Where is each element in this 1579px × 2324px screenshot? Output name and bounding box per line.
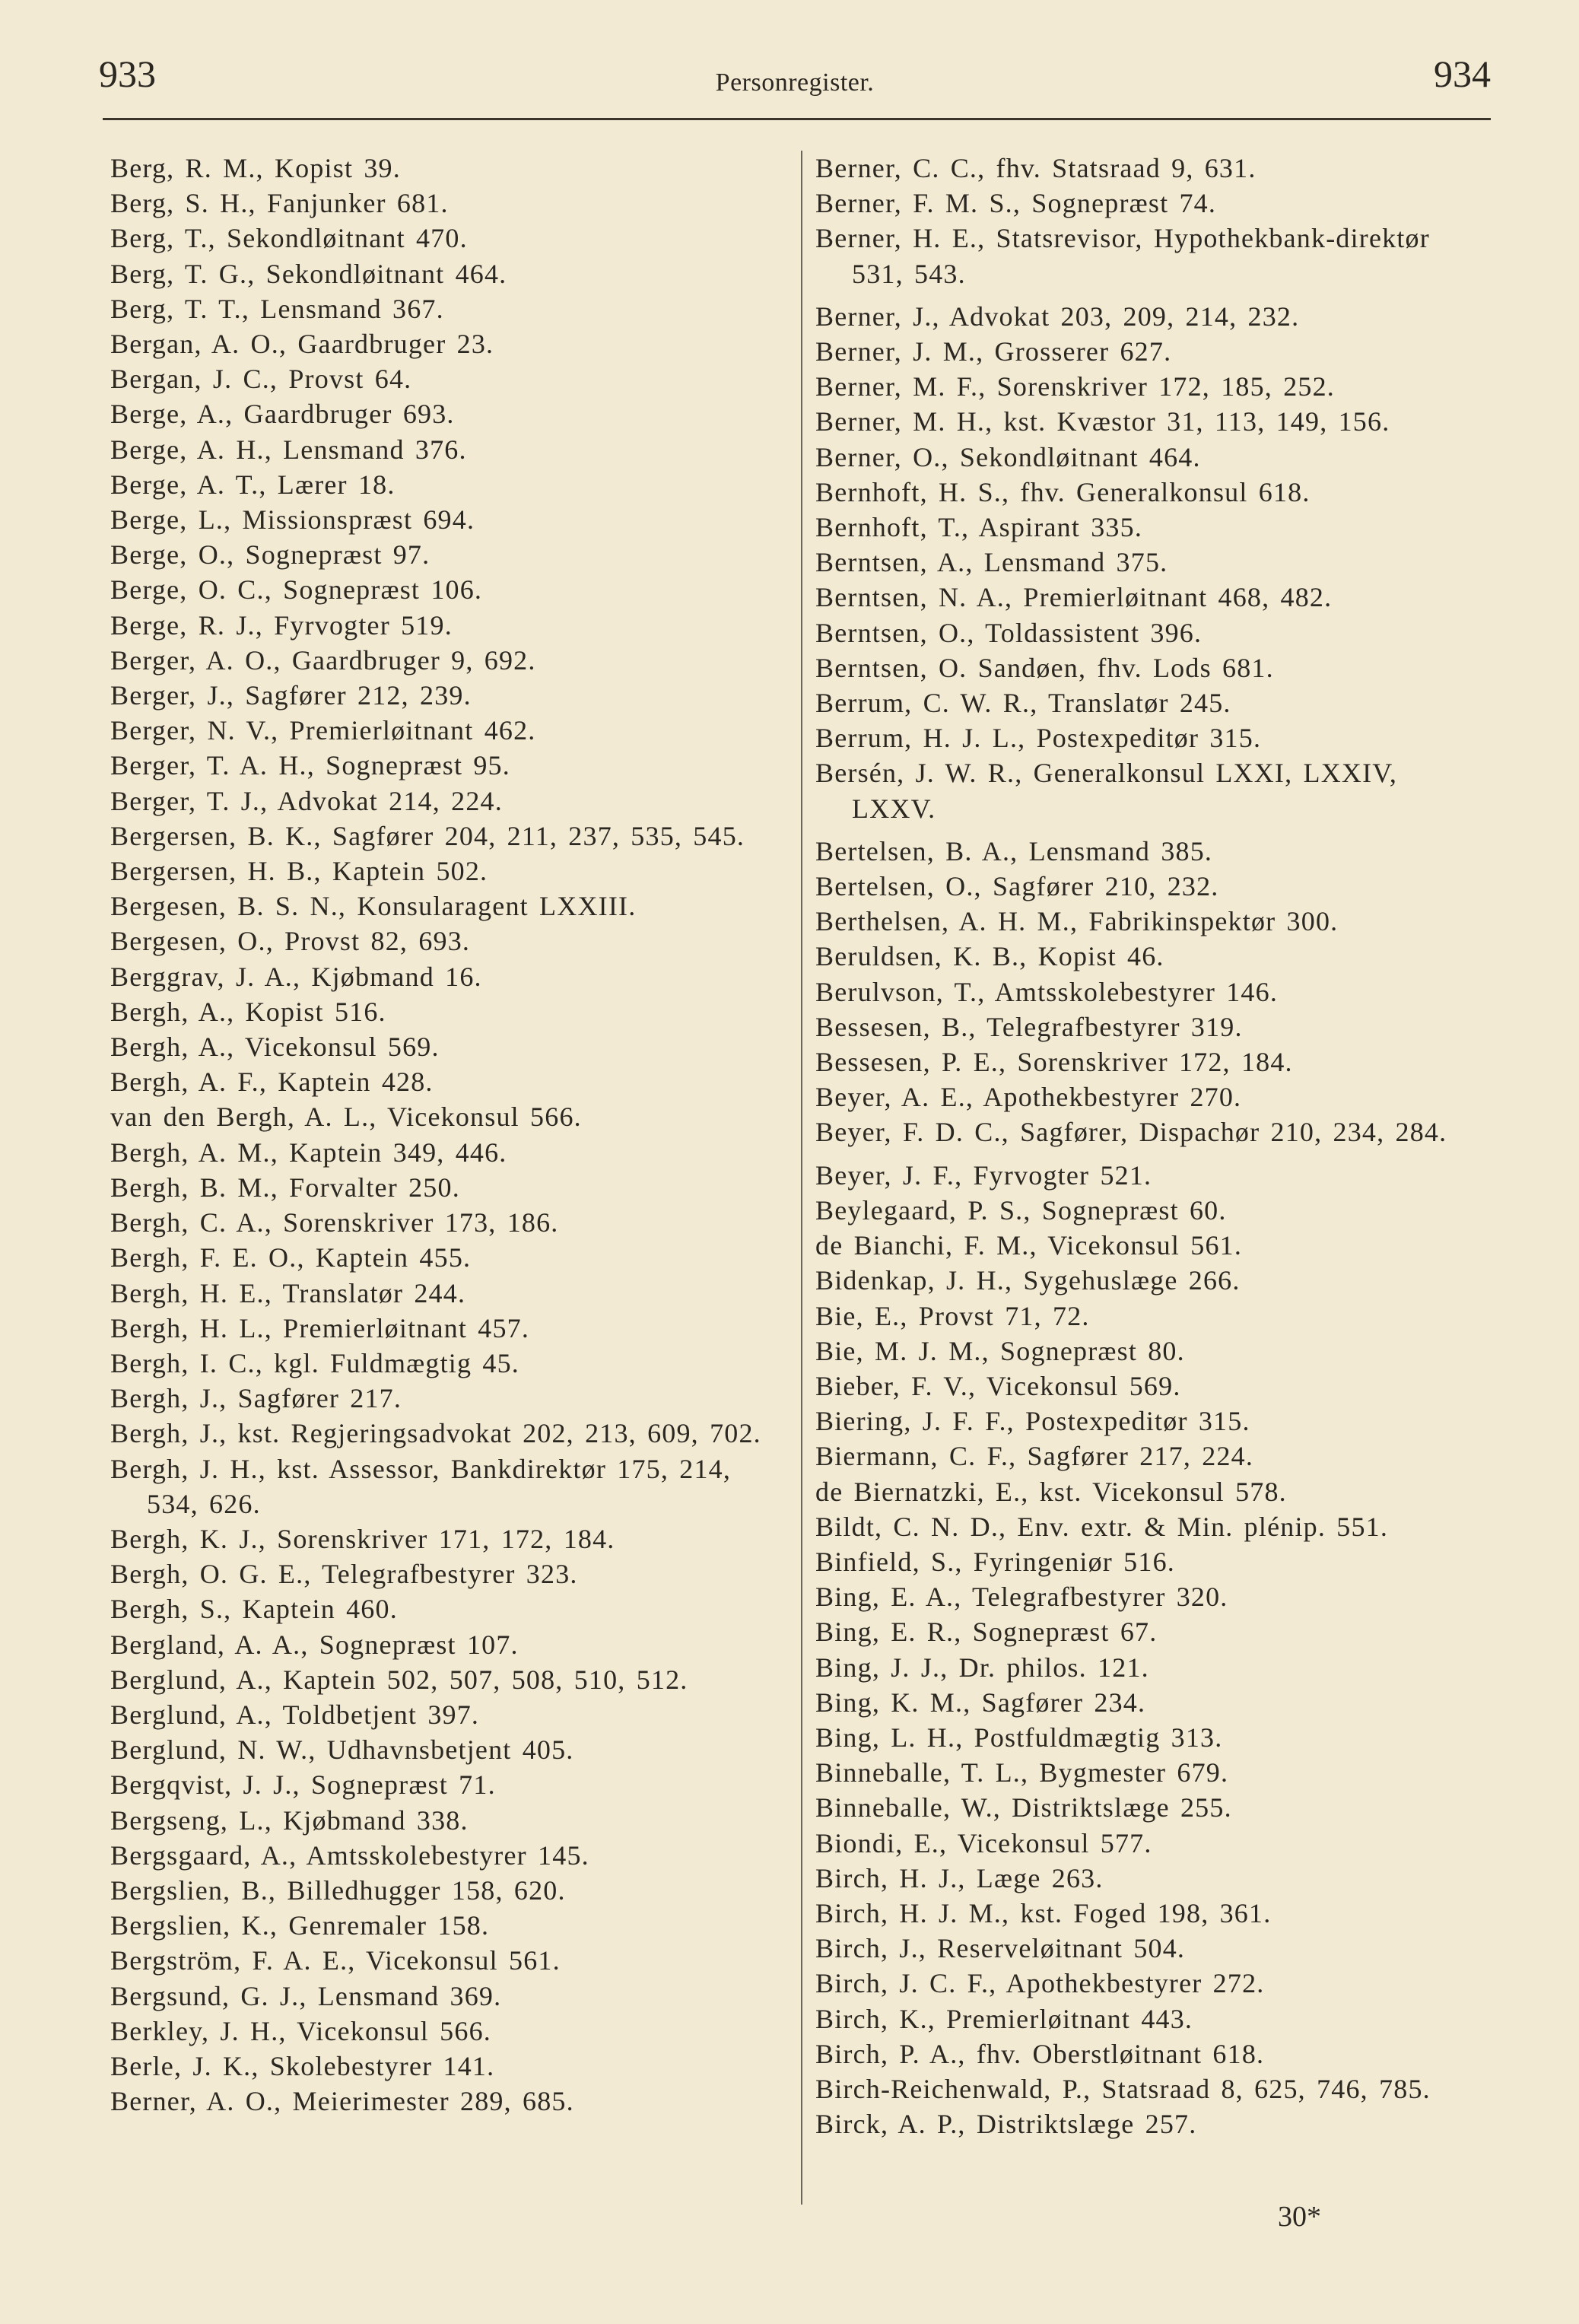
- register-entry: Berggrav, J. A., Kjøbmand 16.: [110, 961, 482, 992]
- register-entry: Berger, T. A. H., Sognepræst 95.: [110, 750, 510, 781]
- register-entry: Berntsen, N. A., Premierløitnant 468, 482.: [815, 582, 1333, 613]
- register-entry: Bergh, K. J., Sorenskriver 171, 172, 184.: [110, 1523, 615, 1554]
- register-entry: Bergesen, B. S. N., Konsularagent LXXIII.: [110, 891, 637, 922]
- register-entry: Bergh, A., Kopist 516.: [110, 996, 386, 1027]
- register-entry: Bergersen, B. K., Sagfører 204, 211, 237, 535, 545.: [110, 820, 745, 851]
- register-entry: Birch, H. J., Læge 263.: [815, 1862, 1104, 1893]
- running-title: Personregister.: [715, 68, 875, 97]
- register-entry: Biering, J. F. F., Postexpeditør 315.: [815, 1406, 1250, 1437]
- register-entry: Bergseng, L., Kjøbmand 338.: [110, 1804, 469, 1836]
- register-entry: Bing, K. M., Sagfører 234.: [815, 1687, 1146, 1718]
- register-entry: Bergland, A. A., Sognepræst 107.: [110, 1629, 519, 1660]
- register-entry: Bergslien, B., Billedhugger 158, 620.: [110, 1874, 566, 1906]
- register-entry: Berglund, A., Kaptein 502, 507, 508, 510, 512.: [110, 1664, 688, 1695]
- register-entry: Birck, A. P., Distriktslæge 257.: [815, 2109, 1197, 2140]
- register-entry: Bernhoft, T., Aspirant 335.: [815, 512, 1143, 543]
- register-entry: Bergslien, K., Genremaler 158.: [110, 1910, 490, 1941]
- register-entry: Berkley, J. H., Vicekonsul 566.: [110, 2015, 491, 2046]
- register-entry: Bie, M. J. M., Sognepræst 80.: [815, 1335, 1185, 1366]
- register-entry: Bergesen, O., Provst 82, 693.: [110, 926, 471, 957]
- register-entry: Bing, L. H., Postfuldmægtig 313.: [815, 1722, 1223, 1753]
- register-entry: Berg, S. H., Fanjunker 681.: [110, 188, 449, 219]
- register-entry: Berger, J., Sagfører 212, 239.: [110, 680, 472, 711]
- register-entry: Bergsund, G. J., Lensmand 369.: [110, 1980, 502, 2011]
- register-entry: Bergh, J., Sagfører 217.: [110, 1383, 402, 1414]
- register-entry: Bessesen, P. E., Sorenskriver 172, 184.: [815, 1047, 1293, 1078]
- register-entry: Berner, M. F., Sorenskriver 172, 185, 252.: [815, 371, 1336, 402]
- register-entry: Binneballe, T. L., Bygmester 679.: [815, 1757, 1229, 1788]
- register-entry: Birch, K., Premierløitnant 443.: [815, 2003, 1193, 2034]
- register-entry: Bergh, S., Kaptein 460.: [110, 1594, 398, 1625]
- signature-mark: 30*: [1278, 2201, 1321, 2233]
- register-entry: Bie, E., Provst 71, 72.: [815, 1300, 1090, 1331]
- register-entry: Berner, J., Advokat 203, 209, 214, 232.: [815, 300, 1300, 332]
- register-entry: Birch, J. C. F., Apothekbestyrer 272.: [815, 1968, 1265, 1999]
- register-entry: Bergsgaard, A., Amtsskolebestyrer 145.: [110, 1839, 589, 1871]
- register-entry: Beyer, F. D. C., Sagfører, Dispachør 210, 234, 284.: [815, 1117, 1447, 1148]
- register-entry: Biermann, C. F., Sagfører 217, 224.: [815, 1441, 1254, 1472]
- register-entry: Berner, A. O., Meierimester 289, 685.: [110, 2086, 574, 2117]
- register-entry: Berge, A. H., Lensmand 376.: [110, 434, 467, 465]
- register-entry: Berg, T. G., Sekondløitnant 464.: [110, 258, 507, 289]
- register-entry: Bessesen, B., Telegrafbestyrer 319.: [815, 1011, 1243, 1042]
- register-entry: Bertelsen, O., Sagfører 210, 232.: [815, 871, 1219, 902]
- register-entry: van den Bergh, A. L., Vicekonsul 566.: [110, 1102, 582, 1133]
- register-entry: Bergh, A. M., Kaptein 349, 446.: [110, 1137, 507, 1168]
- register-entry: Berner, F. M. S., Sognepræst 74.: [815, 188, 1217, 219]
- register-entry: Bergh, J., kst. Regjeringsadvokat 202, 213, 609, 702.: [110, 1418, 761, 1449]
- register-entry: Birch, J., Reserveløitnant 504.: [815, 1933, 1186, 1964]
- register-entry: Bing, E. A., Telegrafbestyrer 320.: [815, 1582, 1228, 1613]
- register-entry: Berner, J. M., Grosserer 627.: [815, 336, 1172, 367]
- register-entry: Berge, L., Missionspræst 694.: [110, 504, 475, 536]
- register-entry: Berulvson, T., Amtsskolebestyrer 146.: [815, 976, 1279, 1007]
- register-entry: Bergh, H. E., Translatør 244.: [110, 1277, 466, 1308]
- register-entry: Birch, H. J. M., kst. Foged 198, 361.: [815, 1897, 1272, 1928]
- register-entry: Bergh, B. M., Forvalter 250.: [110, 1172, 460, 1203]
- register-entry: Birch, P. A., fhv. Oberstløitnant 618.: [815, 2038, 1265, 2069]
- register-entry: Bergh, C. A., Sorenskriver 173, 186.: [110, 1207, 559, 1238]
- register-entry: Berg, T., Sekondløitnant 470.: [110, 223, 468, 254]
- register-entry: Berger, T. J., Advokat 214, 224.: [110, 785, 503, 816]
- register-entry: Berge, A., Gaardbruger 693.: [110, 399, 455, 430]
- left-page-number: 933: [99, 52, 156, 95]
- register-entry: Bersén, J. W. R., Generalkonsul LXXI, LXXIV, LXXV.: [815, 758, 1409, 824]
- right-page-number: 934: [1434, 52, 1491, 95]
- register-entry: Berrum, H. J. L., Postexpeditør 315.: [815, 723, 1262, 754]
- register-entry: Binneballe, W., Distriktslæge 255.: [815, 1792, 1232, 1823]
- register-entry: Bergh, H. L., Premierløitnant 457.: [110, 1312, 530, 1343]
- register-entry: Berge, R. J., Fyrvogter 519.: [110, 609, 453, 641]
- register-entry: Bidenkap, J. H., Sygehuslæge 266.: [815, 1265, 1241, 1296]
- register-entry: Berglund, N. W., Udhavnsbetjent 405.: [110, 1734, 574, 1766]
- register-entry: Bing, E. R., Sognepræst 67.: [815, 1617, 1158, 1648]
- register-entry: Bergh, J. H., kst. Assessor, Bankdirektør 175, 214, 534, 626.: [110, 1453, 742, 1519]
- register-entry: Berner, M. H., kst. Kvæstor 31, 113, 149, 156.: [815, 406, 1390, 437]
- register-entry: Berntsen, O., Toldassistent 396.: [815, 617, 1203, 648]
- register-entry: Berge, O., Sognepræst 97.: [110, 539, 430, 571]
- right-column: [815, 151, 1489, 2141]
- register-entry: Bergh, F. E. O., Kaptein 455.: [110, 1242, 472, 1273]
- register-entry: de Bianchi, F. M., Vicekonsul 561.: [815, 1230, 1243, 1261]
- register-entry: Bergh, O. G. E., Telegrafbestyrer 323.: [110, 1559, 578, 1590]
- register-entry: Berner, H. E., Statsrevisor, Hypothekbank-direktør 531, 543.: [815, 223, 1441, 289]
- register-entry: Berger, A. O., Gaardbruger 9, 692.: [110, 644, 536, 676]
- register-entry: Bernhoft, H. S., fhv. Generalkonsul 618.: [815, 476, 1311, 507]
- register-entry: Bergqvist, J. J., Sognepræst 71.: [110, 1769, 496, 1801]
- register-entry: Berrum, C. W. R., Translatør 245.: [815, 688, 1231, 719]
- register-entry: Bergh, I. C., kgl. Fuldmægtig 45.: [110, 1347, 519, 1378]
- register-entry: Beyer, J. F., Fyrvogter 521.: [815, 1159, 1152, 1191]
- column-divider: [801, 151, 802, 2205]
- register-entry: de Biernatzki, E., kst. Vicekonsul 578.: [815, 1476, 1287, 1507]
- page-header: [99, 52, 1491, 113]
- register-entry: Biondi, E., Vicekonsul 577.: [815, 1827, 1152, 1858]
- register-entry: Bergan, A. O., Gaardbruger 23.: [110, 329, 494, 360]
- register-entry: Berner, C. C., fhv. Statsraad 9, 631.: [815, 153, 1257, 183]
- register-entry: Beylegaard, P. S., Sognepræst 60.: [815, 1194, 1227, 1226]
- register-entry: Bergan, J. C., Provst 64.: [110, 364, 412, 395]
- register-entry: Bildt, C. N. D., Env. extr. & Min. plénip. 551.: [815, 1511, 1389, 1542]
- register-entry: Berner, O., Sekondløitnant 464.: [815, 441, 1201, 472]
- register-entry: Berthelsen, A. H. M., Fabrikinspektør 300.: [815, 906, 1339, 937]
- register-entry: Berge, O. C., Sognepræst 106.: [110, 574, 483, 606]
- register-entry: Berg, T. T., Lensmand 367.: [110, 293, 444, 324]
- register-entry: Bing, J. J., Dr. philos. 121.: [815, 1652, 1149, 1683]
- register-entry: Binfield, S., Fyringeniør 516.: [815, 1546, 1175, 1577]
- register-entry: Berglund, A., Toldbetjent 397.: [110, 1699, 480, 1730]
- register-entry: Berle, J. K., Skolebestyrer 141.: [110, 2050, 495, 2081]
- register-entry: Bergström, F. A. E., Vicekonsul 561.: [110, 1945, 561, 1976]
- register-entry: Berntsen, A., Lensmand 375.: [815, 547, 1168, 578]
- register-entry: Berge, A. T., Lærer 18.: [110, 469, 396, 500]
- register-entry: Birch-Reichenwald, P., Statsraad 8, 625, 746, 785.: [815, 2073, 1431, 2104]
- register-entry: Berg, R. M., Kopist 39.: [110, 153, 401, 183]
- register-entry: Beruldsen, K. B., Kopist 46.: [815, 941, 1164, 972]
- register-entry: Berger, N. V., Premierløitnant 462.: [110, 715, 536, 746]
- register-entry: Bieber, F. V., Vicekonsul 569.: [815, 1370, 1181, 1401]
- register-entry: Bergh, A. F., Kaptein 428.: [110, 1067, 434, 1098]
- register-entry: Bertelsen, B. A., Lensmand 385.: [815, 835, 1213, 866]
- register-entry: Bergersen, H. B., Kaptein 502.: [110, 856, 488, 887]
- register-entry: Berntsen, O. Sandøen, fhv. Lods 681.: [815, 652, 1274, 683]
- header-rule: [103, 118, 1491, 120]
- left-column: [110, 151, 783, 2119]
- register-entry: Bergh, A., Vicekonsul 569.: [110, 1032, 440, 1063]
- register-entry: Beyer, A. E., Apothekbestyrer 270.: [815, 1082, 1242, 1113]
